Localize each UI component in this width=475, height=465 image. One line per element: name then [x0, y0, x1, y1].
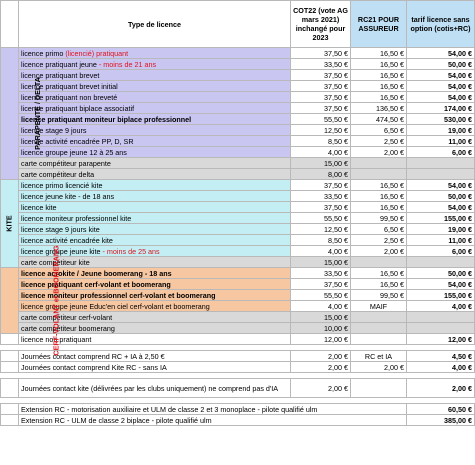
row-label: Journées contact comprend Kite RC - sans IA: [19, 362, 291, 373]
table-row: carte compétiteur delta 8,00 €: [1, 169, 475, 180]
row-label: carte compétiteur delta: [19, 169, 291, 180]
row-label: Extension RC - ULM de classe 2 biplace - pilote qualifié ulm: [19, 415, 407, 426]
table-row: carte compétiteur kite 15,00 €: [1, 257, 475, 268]
row-label: licence activité encadrée PP, D, SR: [19, 136, 291, 147]
row-label: licence stage 9 jours kite: [19, 224, 291, 235]
table-row: licence kite 37,50 € 16,50 € 54,00 €: [1, 202, 475, 213]
row-label: licence groupe jeune kite - moins de 25 ans: [19, 246, 291, 257]
row-label: Extension RC - motorisation auxiliaire et ULM de classe 2 et 3 monoplace - pilote qualifié ulm: [19, 404, 407, 415]
table-row: licence pratiquant biplace associatif 37,50 € 136,50 € 174,00 €: [1, 103, 475, 114]
table-row: licence pratiquant non breveté 37,50 € 16,50 € 54,00 €: [1, 92, 475, 103]
row-label: licence moniteur professionnel kite: [19, 213, 291, 224]
header-rc21: RC21 POUR ASSUREUR: [351, 1, 407, 48]
table-row: licence pratiquant moniteur biplace professionnel 55,50 € 474,50 € 530,00 €: [1, 114, 475, 125]
row-label: carte compétiteur kite: [19, 257, 291, 268]
section-label-parapente: PARAPENTE / DELTA: [1, 48, 19, 180]
table-row: KITE licence primo licencié kite 37,50 € 16,50 € 54,00 €: [1, 180, 475, 191]
table-row: CERF-VOLANT et BOOMERANG licence acrokite / Jeune boomerang - 18 ans 33,50 € 16,50 € 50,00 €: [1, 268, 475, 279]
section-label-kite: KITE: [1, 180, 19, 268]
table-row: carte compétiteur cerf-volant 15,00 €: [1, 312, 475, 323]
section-label-cerf-volant: CERF-VOLANT et BOOMERANG: [1, 268, 19, 334]
header-row: [1, 1, 475, 48]
row-label: licence pratiquant moniteur biplace professionnel: [19, 114, 291, 125]
header-cot22: COT22 (vote AG mars 2021) inchangé pour 2023: [291, 1, 351, 48]
header-type-licence: Type de licence: [19, 1, 291, 48]
table-row: Extension RC - motorisation auxiliaire et ULM de classe 2 et 3 monoplace - pilote qualifié ulm 60,50 €: [1, 404, 475, 415]
row-label: licence activité encadrée kite: [19, 235, 291, 246]
row-label: licence pratiquant brevet initial: [19, 81, 291, 92]
row-label: licence groupe jeune 12 à 25 ans: [19, 147, 291, 158]
table-row: Journées contact kite (délivrées par les clubs uniquement) ne comprend pas d'IA 2,00 € 2,00 €: [1, 379, 475, 398]
table-row: Journées contact comprend Kite RC - sans IA 2,00 € 2,00 € 4,00 €: [1, 362, 475, 373]
row-label: licence kite: [19, 202, 291, 213]
row-label: Journées contact comprend RC + IA à 2,50 €: [19, 351, 291, 362]
row-label: licence non pratiquant: [19, 334, 291, 345]
header-blank: [1, 1, 19, 48]
table-row: Journées contact comprend RC + IA à 2,50 € 2,00 € RC et IA 4,50 €: [1, 351, 475, 362]
row-label: carte compétiteur parapente: [19, 158, 291, 169]
row-label: licence primo licencié kite: [19, 180, 291, 191]
table-row: licence moniteur professionnel cerf-volant et boomerang 55,50 € 99,50 € 155,00 €: [1, 290, 475, 301]
table-row: PARAPENTE / DELTA licence primo (licencié) pratiquant 37,50 € 16,50 € 54,00 €: [1, 48, 475, 59]
row-label: licence pratiquant biplace associatif: [19, 103, 291, 114]
table-row: Extension RC - ULM de classe 2 biplace - pilote qualifié ulm 385,00 €: [1, 415, 475, 426]
table-row: licence groupe jeune 12 à 25 ans 4,00 € 2,00 € 6,00 €: [1, 147, 475, 158]
row-label: licence pratiquant jeune - moins de 21 ans: [19, 59, 291, 70]
row-label: licence groupe jeune Educ'en ciel cerf-volant et boomerang: [19, 301, 291, 312]
row-label: carte compétiteur cerf-volant: [19, 312, 291, 323]
row-label: licence acrokite / Jeune boomerang - 18 ans: [19, 268, 291, 279]
table-row: licence stage 9 jours 12,50 € 6,50 € 19,00 €: [1, 125, 475, 136]
header-tarif: tarif licence sans option (cotis+RC): [407, 1, 475, 48]
table-row: licence moniteur professionnel kite 55,50 € 99,50 € 155,00 €: [1, 213, 475, 224]
row-label: licence pratiquant non breveté: [19, 92, 291, 103]
row-label: carte compétiteur boomerang: [19, 323, 291, 334]
table-row: licence groupe jeune Educ'en ciel cerf-volant et boomerang 4,00 € MAIF 4,00 €: [1, 301, 475, 312]
row-label: licence moniteur professionnel cerf-volant et boomerang: [19, 290, 291, 301]
table-row: licence groupe jeune kite - moins de 25 ans 4,00 € 2,00 € 6,00 €: [1, 246, 475, 257]
table-row: licence non pratiquant 12,00 € 12,00 €: [1, 334, 475, 345]
table-row: licence pratiquant brevet initial 37,50 € 16,50 € 54,00 €: [1, 81, 475, 92]
table-row: licence pratiquant jeune - moins de 21 ans 33,50 € 16,50 € 50,00 €: [1, 59, 475, 70]
table-row: carte compétiteur boomerang 10,00 €: [1, 323, 475, 334]
table-row: licence stage 9 jours kite 12,50 € 6,50 € 19,00 €: [1, 224, 475, 235]
row-label: licence pratiquant cerf-volant et boomerang: [19, 279, 291, 290]
table-row: licence activité encadrée PP, D, SR 8,50 € 2,50 € 11,00 €: [1, 136, 475, 147]
table-row: licence jeune kite - de 18 ans 33,50 € 16,50 € 50,00 €: [1, 191, 475, 202]
row-label: licence stage 9 jours: [19, 125, 291, 136]
row-label: licence primo (licencié) pratiquant: [19, 48, 291, 59]
table-row: carte compétiteur parapente 15,00 €: [1, 158, 475, 169]
table-row: licence pratiquant cerf-volant et boomerang 37,50 € 16,50 € 54,00 €: [1, 279, 475, 290]
row-label: Journées contact kite (délivrées par les clubs uniquement) ne comprend pas d'IA: [19, 379, 291, 398]
table-row: licence activité encadrée kite 8,50 € 2,50 € 11,00 €: [1, 235, 475, 246]
table-row: licence pratiquant brevet 37,50 € 16,50 € 54,00 €: [1, 70, 475, 81]
row-label: licence pratiquant brevet: [19, 70, 291, 81]
row-label: licence jeune kite - de 18 ans: [19, 191, 291, 202]
